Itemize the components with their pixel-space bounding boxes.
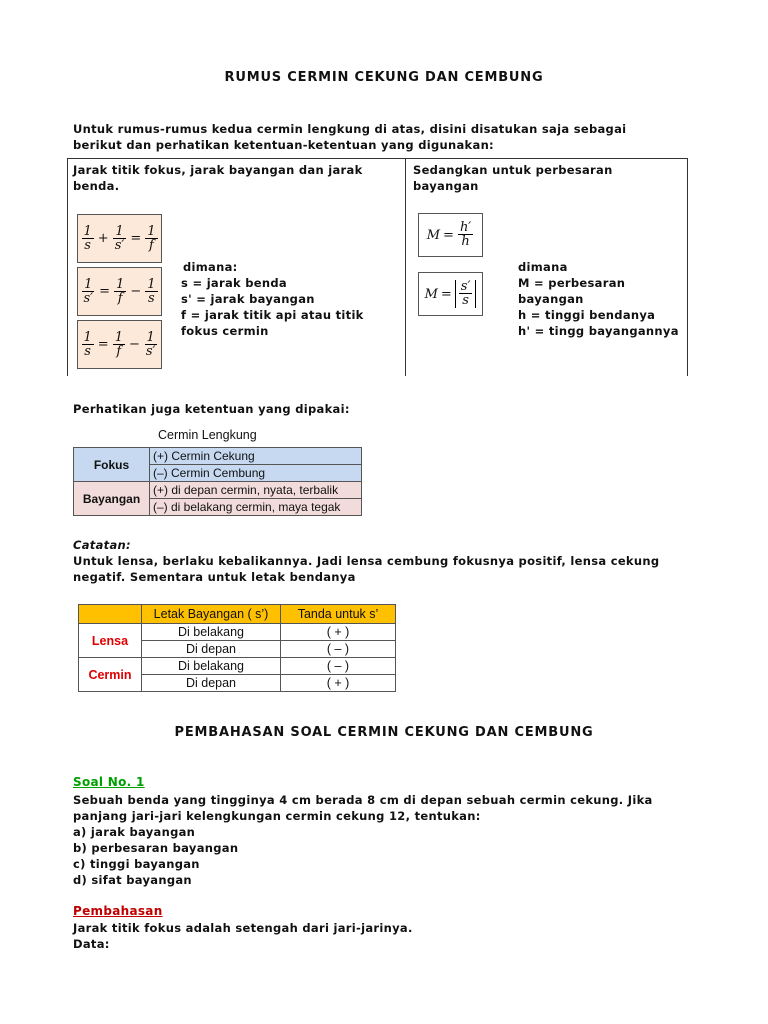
left-def-0: dimana: xyxy=(183,260,238,274)
right-def-1: M = perbesaran xyxy=(518,276,626,290)
formula-1: $\frac{1}{s}$ + $\frac{1}{s'}$ = $\frac{1}{f}$ xyxy=(77,214,162,263)
left-def-4: fokus cermin xyxy=(181,324,269,338)
formula-3: $\frac{1}{s}$ = $\frac{1}{f}$ − $\frac{1}{s'}$ xyxy=(77,320,162,369)
lengkung-caption: Cermin Lengkung xyxy=(158,428,257,442)
sign-row-pos: Di belakang xyxy=(142,658,281,675)
soal-item-c: c) tinggi bayangan xyxy=(73,857,200,871)
bayangan-label: Bayangan xyxy=(74,482,150,516)
left-heading-2: benda. xyxy=(73,179,120,193)
sign-header-position: Letak Bayangan ( s’) xyxy=(142,605,281,624)
catatan-label: Catatan: xyxy=(73,538,131,552)
sign-row-sign: ( – ) xyxy=(281,658,396,675)
soal-item-b: b) perbesaran bayangan xyxy=(73,841,239,855)
sign-table xyxy=(78,604,396,692)
soal-item-d: d) sifat bayangan xyxy=(73,873,192,887)
right-heading-2: bayangan xyxy=(413,179,479,193)
sign-row-sign: ( + ) xyxy=(281,675,396,692)
pembahasan-link[interactable]: Pembahasan xyxy=(73,904,163,918)
magnification-formula-2: M = $\frac{s'}{s}$ xyxy=(418,272,483,316)
formula-box-divider xyxy=(405,158,406,376)
soal-item-a: a) jarak bayangan xyxy=(73,825,196,839)
left-def-1: s = jarak benda xyxy=(181,276,287,290)
fokus-row-2: (–) Cermin Cembung xyxy=(150,465,362,482)
pembahasan-line-2: Data: xyxy=(73,937,110,951)
lensa-label: Lensa xyxy=(79,624,142,658)
sign-row-sign: ( + ) xyxy=(281,624,396,641)
cermin-label: Cermin xyxy=(79,658,142,692)
formula-2: $\frac{1}{s'}$ = $\frac{1}{f}$ − $\frac{1}{s}$ xyxy=(77,267,162,316)
sign-row-pos: Di belakang xyxy=(142,624,281,641)
rules-note: Perhatikan juga ketentuan yang dipakai: xyxy=(73,402,350,416)
magnification-formula-1: M = $\frac{h'}{h}$ xyxy=(418,213,483,257)
left-def-2: s' = jarak bayangan xyxy=(181,292,315,306)
left-def-3: f = jarak titik api atau titik xyxy=(181,308,364,322)
sign-row-sign: ( – ) xyxy=(281,641,396,658)
fokus-label: Fokus xyxy=(74,448,150,482)
intro-line-2: berikut dan perhatikan ketentuan-ketentuan yang digunakan: xyxy=(73,138,494,152)
sign-header-sign: Tanda untuk s’ xyxy=(281,605,396,624)
sign-row-pos: Di depan xyxy=(142,641,281,658)
sign-row-pos: Di depan xyxy=(142,675,281,692)
sign-header-empty xyxy=(79,605,142,624)
right-def-3: h = tinggi bendanya xyxy=(518,308,656,322)
soal-line-2: panjang jari-jari kelengkungan cermin cekung 12, tentukan: xyxy=(73,809,481,823)
fokus-row-1: (+) Cermin Cekung xyxy=(150,448,362,465)
right-def-4: h' = tingg bayangannya xyxy=(518,324,679,338)
bayangan-row-1: (+) di depan cermin, nyata, terbalik xyxy=(150,482,362,499)
left-heading-1: Jarak titik fokus, jarak bayangan dan jarak xyxy=(73,163,363,177)
page-title: RUMUS CERMIN CEKUNG DAN CEMBUNG xyxy=(224,70,544,85)
catatan-line-2: negatif. Sementara untuk letak bendanya xyxy=(73,570,356,584)
section2-title: PEMBAHASAN SOAL CERMIN CEKUNG DAN CEMBUNG xyxy=(174,725,594,740)
lengkung-table xyxy=(73,447,362,516)
bayangan-row-2: (–) di belakang cermin, maya tegak xyxy=(150,499,362,516)
catatan-line-1: Untuk lensa, berlaku kebalikannya. Jadi lensa cembung fokusnya positif, lensa cekung xyxy=(73,554,660,568)
right-def-2: bayangan xyxy=(518,292,584,306)
right-heading-1: Sedangkan untuk perbesaran xyxy=(413,163,613,177)
right-def-0: dimana xyxy=(518,260,568,274)
soal-link[interactable]: Soal No. 1 xyxy=(73,775,145,789)
soal-line-1: Sebuah benda yang tingginya 4 cm berada 8 cm di depan sebuah cermin cekung. Jika xyxy=(73,793,653,807)
pembahasan-line-1: Jarak titik fokus adalah setengah dari jari-jarinya. xyxy=(73,921,413,935)
intro-line-1: Untuk rumus-rumus kedua cermin lengkung di atas, disini disatukan saja sebagai xyxy=(73,122,627,136)
